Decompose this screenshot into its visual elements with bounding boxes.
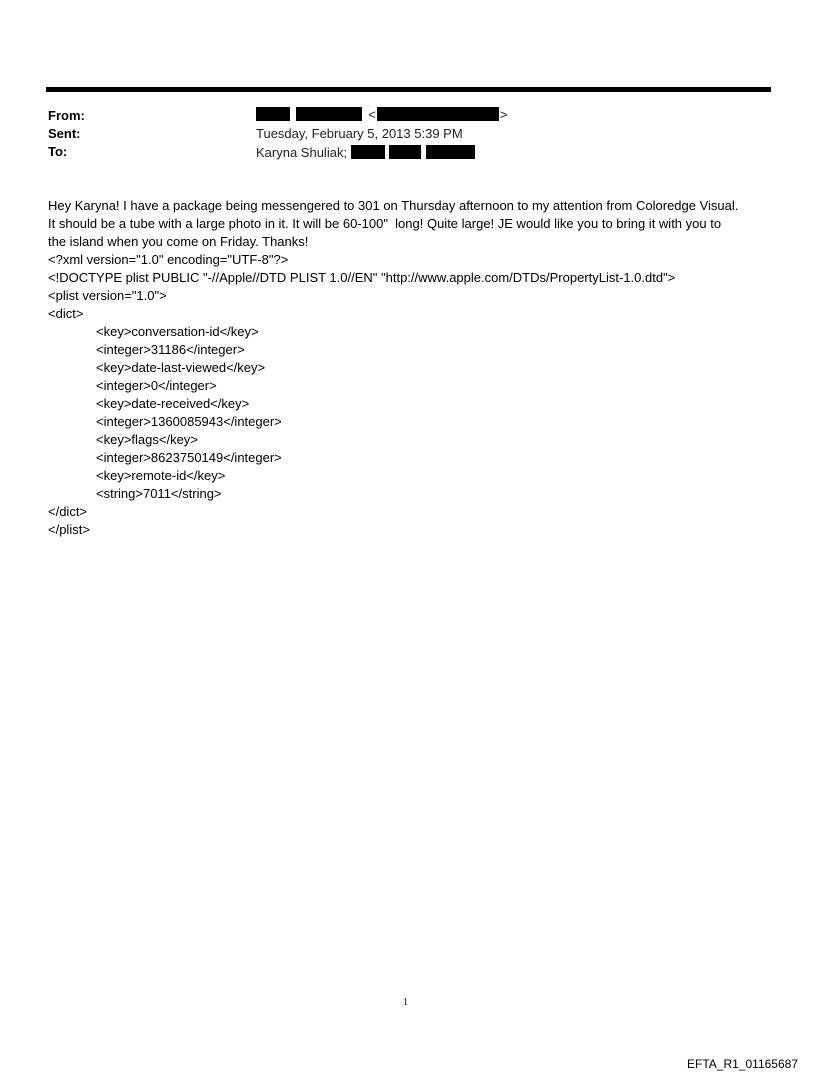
email-body <box>48 197 778 539</box>
from-email-open: < <box>368 107 376 122</box>
redaction-box <box>389 145 421 159</box>
dict-entry: <integer>31186</integer> <box>96 342 245 357</box>
from-label: From: <box>48 108 85 123</box>
redaction-box <box>377 107 499 121</box>
dict-open: <dict> <box>48 306 84 321</box>
redaction-box <box>351 145 385 159</box>
dict-entry: <key>flags</key> <box>96 432 198 447</box>
plist-open: <plist version="1.0"> <box>48 288 167 303</box>
dict-entry: <string>7011</string> <box>96 486 222 501</box>
plist-close: </plist> <box>48 522 90 537</box>
dict-entry: <integer>0</integer> <box>96 378 217 393</box>
header-rule <box>46 87 771 92</box>
sent-value: Tuesday, February 5, 2013 5:39 PM <box>256 126 463 141</box>
to-label: To: <box>48 144 68 159</box>
redaction-box <box>426 145 475 159</box>
doctype-line: <!DOCTYPE plist PUBLIC "-//Apple//DTD PLIST 1.0//EN" "http://www.apple.com/DTDs/PropertyList-1.0.dtd"> <box>48 270 676 285</box>
message-line: the island when you come on Friday. Thanks! <box>48 234 309 249</box>
dict-entry: <key>date-last-viewed</key> <box>96 360 266 375</box>
dict-entry: <integer>1360085943</integer> <box>96 414 282 429</box>
dict-close: </dict> <box>48 504 88 519</box>
message-line: Hey Karyna! I have a package being messengered to 301 on Thursday afternoon to my attention from Coloredge Visual. <box>48 198 739 213</box>
message-line: It should be a tube with a large photo in it. It will be 60-100" long! Quite large! JE would like you to bring it with you to <box>48 216 722 231</box>
sent-label: Sent: <box>48 126 81 141</box>
to-name: Karyna Shuliak; <box>256 145 348 160</box>
from-value <box>256 107 507 123</box>
dict-entry: <key>date-received</key> <box>96 396 250 411</box>
dict-entry: <key>remote-id</key> <box>96 468 226 483</box>
redaction-box <box>256 107 290 121</box>
from-email-close: > <box>499 107 508 122</box>
redaction-box <box>296 107 362 121</box>
xml-declaration: <?xml version="1.0" encoding="UTF-8"?> <box>48 252 289 267</box>
document-id: EFTA_R1_01165687 <box>687 1057 798 1071</box>
dict-entry: <key>conversation-id</key> <box>96 324 259 339</box>
dict-entry: <integer>8623750149</integer> <box>96 450 282 465</box>
page-number: 1 <box>403 997 408 1008</box>
to-value <box>256 145 475 161</box>
